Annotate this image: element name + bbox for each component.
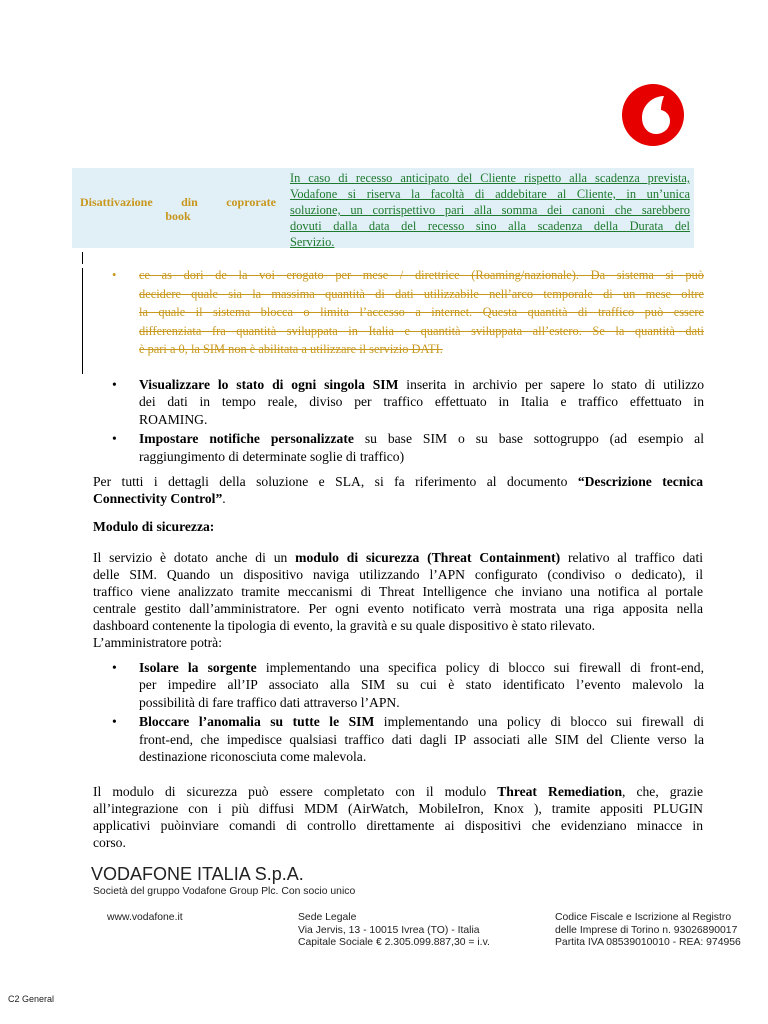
section-heading: Modulo di sicurezza: <box>93 519 215 534</box>
list-item <box>112 713 704 765</box>
paragraph-text: . <box>222 491 226 506</box>
footer-registered-office <box>298 912 490 950</box>
security-paragraph <box>93 549 703 651</box>
paragraph-text: , che, grazie <box>622 784 703 799</box>
footer-line: Sede Legale <box>298 912 357 923</box>
remediation-paragraph <box>93 783 703 851</box>
website-link[interactable]: www.vodafone.it <box>107 912 183 923</box>
deleted-line: differenziata fra quantità sviluppata in Italia e quantità sviluppata all’estero. Se la quantità dati <box>139 323 704 338</box>
bullet-bold-text: Isolare la sorgente <box>139 660 257 675</box>
bullet-dot: • <box>112 268 117 282</box>
description-line: Servizio. <box>290 235 335 249</box>
list-item <box>112 376 704 428</box>
paragraph-text: relativo al traffico dati <box>560 550 703 565</box>
deleted-bullet-text <box>112 266 704 359</box>
bullet-text: implementando una policy di blocco sui firewall di <box>374 714 705 730</box>
bullet-text: dei dati in tempo reale, diviso per traffico effettuato in Italia e traffico effettuato in <box>139 394 704 410</box>
description-line: dovuti dalla data del recesso sino alla scadenza della Durata del <box>290 219 690 233</box>
footer-line: Partita IVA 08539010010 - REA: 974956 <box>555 937 741 948</box>
paragraph-text: corso. <box>93 835 126 850</box>
bullet-dot: • <box>112 431 117 447</box>
bullet-text: destinazione riconosciuta come malevola. <box>139 749 367 765</box>
document-title: “Descrizione tecnica <box>577 474 703 489</box>
bullet-text: possibilità di fare traffico dati attraverso l’APN. <box>139 694 400 710</box>
bullet-text: su base SIM o su base sottogruppo (ad esempio al <box>353 431 704 447</box>
paragraph-bold: Threat Remediation <box>497 784 623 799</box>
document-title: Connectivity Control” <box>93 491 223 506</box>
bullet-text: implementando una specifica policy di blocco sui firewall di front-end, <box>256 660 704 675</box>
paragraph-text: Il servizio è dotato anche di un <box>93 550 296 565</box>
bullet-dot: • <box>112 660 117 675</box>
description-line: In caso di recesso anticipato del Cliente rispetto alla scadenza prevista, <box>290 171 690 185</box>
paragraph-text: all’integrazione con i più diffusi MDM (AirWatch, MobileIron, Knox ), tramite appositi PLUGIN <box>93 801 703 816</box>
bullet-text: per impedire all’IP associato alla SIM su cui è stato identificato l’evento malevolo la <box>139 677 704 693</box>
bullet-text: raggiungimento di determinate soglie di traffico) <box>139 448 405 464</box>
footer-line: Via Jervis, 13 - 10015 Ivrea (TO) - Italia <box>298 924 480 936</box>
paragraph-text: dashboard contenente la tipologia di evento, la gravità e su quale dispositivo è stato rilevato. <box>93 618 596 633</box>
table-label-line: Disattivazione din coprorate <box>80 195 276 209</box>
description-line: Vodafone si riserva la facoltà di addebitare al Cliente, in un’unica <box>290 187 690 201</box>
bullet-bold-text: Bloccare l’anomalia su tutte le SIM <box>139 714 375 730</box>
footer-company-name: VODAFONE ITALIA S.p.A. <box>91 864 304 884</box>
paragraph-text: delle SIM. Quando un dispositivo naviga utilizzando l’APN configurato (condiviso o dedicato), il <box>93 567 703 582</box>
bullet-dot: • <box>112 377 117 392</box>
security-bullet-list <box>112 659 704 767</box>
list-item <box>112 659 704 711</box>
bullet-bold-text: Visualizzare lo stato di ogni singola SIM <box>139 377 399 392</box>
bullet-bold-text: Impostare notifiche personalizzate <box>139 431 354 447</box>
contract-table-row <box>72 168 694 248</box>
deleted-line: è pari a 0, la SIM non è abilitata a utilizzare il servizio DATI. <box>139 342 443 356</box>
paragraph-text: Il modulo di sicurezza può essere completato con il modulo <box>93 784 498 799</box>
deleted-line: decidere quale sia la massima quantità di dati utilizzabile nell’arco temporale di un mese oltre <box>139 286 704 301</box>
details-paragraph <box>93 473 703 507</box>
footer-line: Codice Fiscale e Iscrizione al Registro <box>555 912 732 923</box>
footer-line: delle Imprese di Torino n. 93026890017 <box>555 924 738 936</box>
table-cell-label <box>72 168 284 248</box>
description-line: soluzione, un corrispettivo pari alla somma dei canoni che sarebbero <box>290 203 690 217</box>
bullet-text: inserita in archivio per sapere lo stato di utilizzo <box>398 377 704 392</box>
table-cell-description <box>284 168 694 248</box>
footer-website <box>107 912 183 925</box>
list-item <box>112 430 704 465</box>
revision-bar <box>82 252 83 264</box>
bullet-dot: • <box>112 714 117 730</box>
bullet-text: ROAMING. <box>139 411 208 427</box>
paragraph-text: applicativi puòinviare comandi di controllo direttamente ai dispositivi che evidenziano minacce in <box>93 818 703 833</box>
vodafone-logo <box>620 82 686 148</box>
feature-bullet-list <box>112 376 704 467</box>
revision-bar <box>82 268 83 374</box>
bullet-text: front-end, che impedisce qualsiasi traffico dati dagli IP associati alle SIM del Cliente verso la <box>139 731 704 747</box>
deleted-line: ce as dori de la voi erogato per mese / direttrice (Roaming/nazionale). Da sistema si può <box>139 268 704 282</box>
footer-group-note: Società del gruppo Vodafone Group Plc. Con socio unico <box>93 886 356 897</box>
deleted-line: la quale il sistema blocca o limita l’accesso a internet. Questa quantità di traffico può essere <box>139 305 704 319</box>
footer-fiscal-info <box>555 912 741 950</box>
paragraph-text: traffico viene analizzato tramite meccanismi di Threat Intelligence che inviano una notifica al portale <box>93 584 703 599</box>
paragraph-bold: modulo di sicurezza (Threat Containment) <box>295 550 561 565</box>
paragraph-text: Per tutti i dettagli della soluzione e SLA, si fa riferimento al documento <box>93 474 578 489</box>
paragraph-text: centrale gestito dall’amministratore. Per ogni evento notificato verrà mostrata una riga apposita nella <box>93 601 703 616</box>
footer-line: Capitale Sociale € 2.305.099.887,30 = i.v. <box>298 937 490 948</box>
table-label-line: book <box>165 209 191 223</box>
paragraph-text: L’amministratore potrà: <box>93 635 222 650</box>
classification-label: C2 General <box>8 994 55 1004</box>
